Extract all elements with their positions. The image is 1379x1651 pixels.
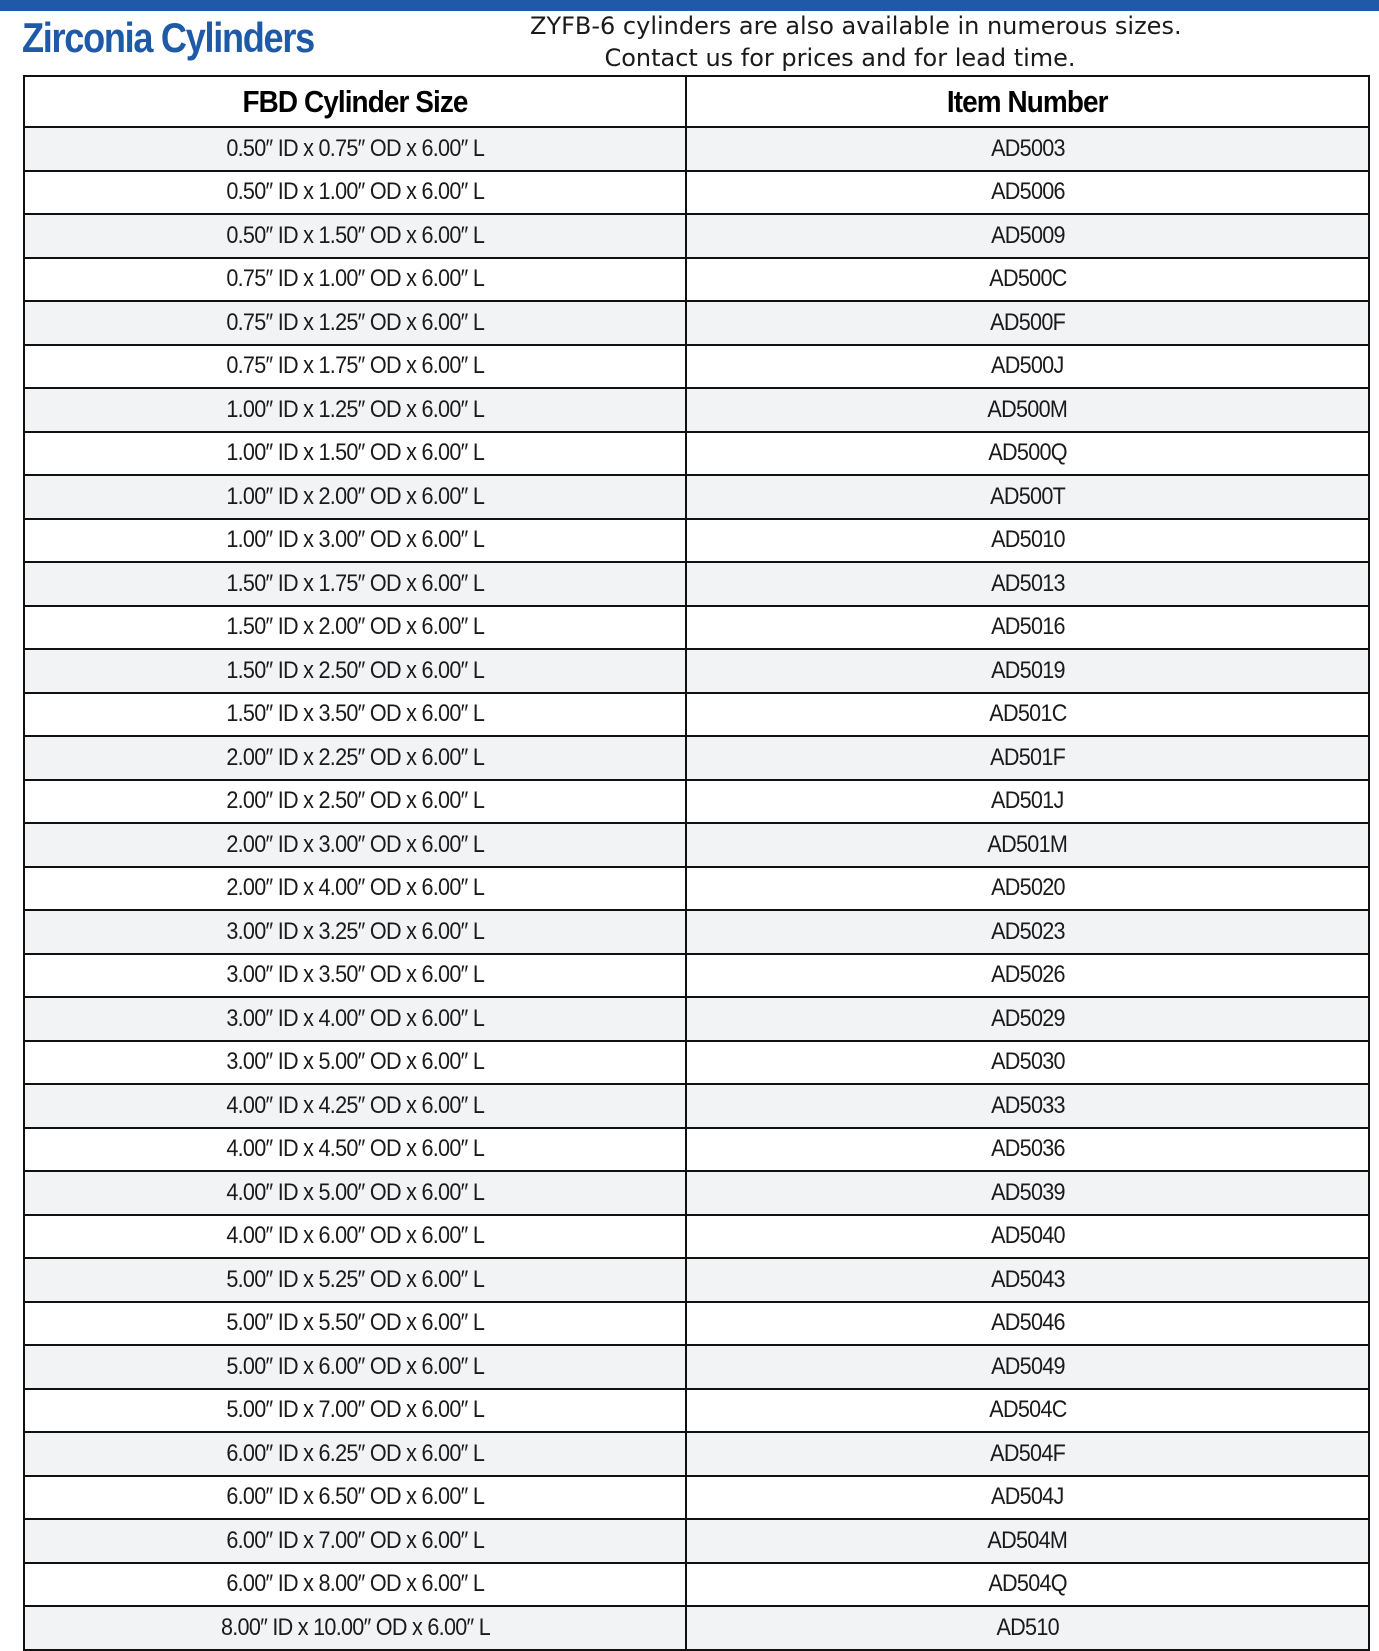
item-number-text: AD501C [988,700,1067,728]
table-row [24,1302,1369,1346]
cylinder-size-text: 4.00″ ID x 6.00″ OD x 6.00″ L [226,1222,484,1250]
table-row [24,1084,1369,1128]
item-number-text: AD5003 [990,134,1065,162]
cylinder-size-text: 1.50″ ID x 2.00″ OD x 6.00″ L [226,613,484,641]
item-number-cell [686,1606,1369,1650]
table-row [24,258,1369,302]
item-number-cell [686,519,1369,563]
cylinder-size-cell [24,1345,686,1389]
cylinder-size-cell [24,910,686,954]
item-number-text: AD501F [990,743,1065,771]
item-number-text: AD5033 [990,1091,1065,1119]
cylinder-size-cell [24,388,686,432]
column-header-size-label: FBD Cylinder Size [242,83,468,119]
cylinder-size-cell [24,171,686,215]
item-number-cell [686,1128,1369,1172]
table-row [24,1258,1369,1302]
item-number-cell [686,823,1369,867]
item-number-text: AD5019 [990,656,1065,684]
column-header-item-number-label: Item Number [947,83,1108,119]
cylinder-size-cell [24,1128,686,1172]
cylinder-size-text: 0.50″ ID x 0.75″ OD x 6.00″ L [226,134,484,162]
table-row [24,1563,1369,1607]
cylinder-size-text: 2.00″ ID x 3.00″ OD x 6.00″ L [226,830,484,858]
table-row [24,1476,1369,1520]
cylinder-size-text: 5.00″ ID x 5.50″ OD x 6.00″ L [226,1309,484,1337]
item-number-cell [686,1389,1369,1433]
table-row [24,171,1369,215]
table-row [24,606,1369,650]
cylinder-size-text: 1.00″ ID x 3.00″ OD x 6.00″ L [226,526,484,554]
item-number-cell [686,432,1369,476]
item-number-cell [686,1302,1369,1346]
table-row [24,388,1369,432]
item-number-text: AD510 [996,1613,1059,1641]
cylinder-size-text: 2.00″ ID x 2.50″ OD x 6.00″ L [226,787,484,815]
cylinder-size-cell [24,345,686,389]
item-number-cell [686,562,1369,606]
table-row [24,345,1369,389]
item-number-text: AD5013 [990,569,1065,597]
item-number-text: AD500J [991,352,1064,380]
cylinder-size-cell [24,1432,686,1476]
item-number-cell [686,475,1369,519]
item-number-text: AD5016 [990,613,1065,641]
cylinder-size-text: 8.00″ ID x 10.00″ OD x 6.00″ L [220,1613,490,1641]
table-row [24,954,1369,998]
item-number-text: AD500Q [988,439,1067,467]
cylinder-size-text: 1.50″ ID x 3.50″ OD x 6.00″ L [226,700,484,728]
table-row [24,693,1369,737]
cylinder-size-text: 3.00″ ID x 3.50″ OD x 6.00″ L [226,961,484,989]
item-number-cell [686,693,1369,737]
cylinder-size-text: 2.00″ ID x 4.00″ OD x 6.00″ L [226,874,484,902]
cylinder-size-text: 1.00″ ID x 2.00″ OD x 6.00″ L [226,482,484,510]
item-number-cell [686,1084,1369,1128]
cylinder-size-text: 1.50″ ID x 1.75″ OD x 6.00″ L [226,569,484,597]
cylinder-size-text: 5.00″ ID x 5.25″ OD x 6.00″ L [226,1265,484,1293]
item-number-text: AD504F [990,1439,1065,1467]
cylinder-size-cell [24,1563,686,1607]
cylinder-size-cell [24,301,686,345]
cylinder-size-cell [24,780,686,824]
table-row [24,867,1369,911]
cylinder-size-text: 5.00″ ID x 6.00″ OD x 6.00″ L [226,1352,484,1380]
item-number-cell [686,258,1369,302]
item-number-text: AD504C [988,1396,1067,1424]
item-number-cell [686,1258,1369,1302]
item-number-text: AD5010 [990,526,1065,554]
cylinder-size-cell [24,1606,686,1650]
cylinder-size-cell [24,606,686,650]
cylinder-size-cell [24,475,686,519]
cylinder-size-text: 0.75″ ID x 1.25″ OD x 6.00″ L [226,308,484,336]
cylinder-size-text: 6.00″ ID x 8.00″ OD x 6.00″ L [226,1570,484,1598]
item-number-cell [686,867,1369,911]
cylinder-size-cell [24,562,686,606]
cylinder-size-text: 2.00″ ID x 2.25″ OD x 6.00″ L [226,743,484,771]
item-number-cell [686,1171,1369,1215]
item-number-cell [686,127,1369,171]
cylinder-size-text: 4.00″ ID x 4.50″ OD x 6.00″ L [226,1135,484,1163]
cylinder-size-text: 1.50″ ID x 2.50″ OD x 6.00″ L [226,656,484,684]
item-number-text: AD5029 [990,1004,1065,1032]
item-number-cell [686,649,1369,693]
table-row [24,475,1369,519]
cylinder-size-cell [24,258,686,302]
table-row [24,1519,1369,1563]
table-row [24,736,1369,780]
cylinder-size-cell [24,1041,686,1085]
cylinder-size-text: 0.50″ ID x 1.00″ OD x 6.00″ L [226,178,484,206]
table-row [24,1171,1369,1215]
cylinder-size-cell [24,823,686,867]
cylinder-size-cell [24,214,686,258]
item-number-cell [686,606,1369,650]
availability-note-line-2: Contact us for prices and for lead time. [604,44,1076,72]
cylinder-size-text: 3.00″ ID x 5.00″ OD x 6.00″ L [226,1048,484,1076]
item-number-cell [686,910,1369,954]
column-header-item-number [686,76,1369,127]
item-number-cell [686,1215,1369,1259]
item-number-text: AD5039 [990,1178,1065,1206]
cylinder-size-cell [24,867,686,911]
item-number-cell [686,1519,1369,1563]
cylinder-size-text: 0.50″ ID x 1.50″ OD x 6.00″ L [226,221,484,249]
item-number-text: AD5023 [990,917,1065,945]
item-number-text: AD504M [987,1526,1068,1554]
item-number-text: AD500T [990,482,1065,510]
cylinder-size-cell [24,693,686,737]
table-header-row [24,76,1369,127]
item-number-text: AD500C [988,265,1067,293]
item-number-text: AD500M [987,395,1068,423]
table-body [24,127,1369,1650]
item-number-text: AD5026 [990,961,1065,989]
cylinder-size-text: 4.00″ ID x 4.25″ OD x 6.00″ L [226,1091,484,1119]
cylinder-size-cell [24,1519,686,1563]
table-row [24,649,1369,693]
availability-note [530,10,1182,74]
item-number-text: AD5030 [990,1048,1065,1076]
item-number-text: AD501M [987,830,1068,858]
item-number-cell [686,954,1369,998]
item-number-cell [686,780,1369,824]
cylinder-size-text: 6.00″ ID x 6.50″ OD x 6.00″ L [226,1483,484,1511]
cylinder-size-table [23,75,1370,1651]
table-row [24,1215,1369,1259]
item-number-cell [686,1432,1369,1476]
cylinder-size-cell [24,1215,686,1259]
item-number-text: AD504Q [988,1570,1067,1598]
table-row [24,301,1369,345]
item-number-cell [686,388,1369,432]
item-number-text: AD5036 [990,1135,1065,1163]
item-number-text: AD504J [991,1483,1064,1511]
item-number-text: AD500F [990,308,1065,336]
table-row [24,127,1369,171]
item-number-text: AD5049 [990,1352,1065,1380]
cylinder-size-cell [24,997,686,1041]
item-number-cell [686,736,1369,780]
table-row [24,214,1369,258]
cylinder-size-text: 5.00″ ID x 7.00″ OD x 6.00″ L [226,1396,484,1424]
cylinder-size-cell [24,736,686,780]
item-number-cell [686,1041,1369,1085]
table-row [24,1345,1369,1389]
availability-note-line-1: ZYFB-6 cylinders are also available in numerous sizes. [530,12,1182,40]
cylinder-size-text: 0.75″ ID x 1.00″ OD x 6.00″ L [226,265,484,293]
cylinder-size-text: 6.00″ ID x 7.00″ OD x 6.00″ L [226,1526,484,1554]
item-number-cell [686,345,1369,389]
item-number-cell [686,1345,1369,1389]
cylinder-size-cell [24,954,686,998]
cylinder-size-cell [24,1476,686,1520]
column-header-size [24,76,686,127]
item-number-text: AD5020 [990,874,1065,902]
table-row [24,1389,1369,1433]
cylinder-size-text: 1.00″ ID x 1.25″ OD x 6.00″ L [226,395,484,423]
table-header [24,76,1369,127]
cylinder-size-text: 4.00″ ID x 5.00″ OD x 6.00″ L [226,1178,484,1206]
table-row [24,519,1369,563]
table-row [24,1041,1369,1085]
item-number-text: AD5009 [990,221,1065,249]
cylinder-size-text: 3.00″ ID x 3.25″ OD x 6.00″ L [226,917,484,945]
item-number-cell [686,1563,1369,1607]
item-number-text: AD5046 [990,1309,1065,1337]
cylinder-size-cell [24,649,686,693]
table-row [24,997,1369,1041]
table-row [24,562,1369,606]
cylinder-size-cell [24,127,686,171]
item-number-cell [686,1476,1369,1520]
cylinder-size-text: 3.00″ ID x 4.00″ OD x 6.00″ L [226,1004,484,1032]
table-row [24,1606,1369,1650]
table-row [24,910,1369,954]
cylinder-size-cell [24,1389,686,1433]
cylinder-size-cell [24,1171,686,1215]
cylinder-size-text: 1.00″ ID x 1.50″ OD x 6.00″ L [226,439,484,467]
item-number-text: AD5040 [990,1222,1065,1250]
cylinder-size-cell [24,1258,686,1302]
table-row [24,823,1369,867]
table-row [24,432,1369,476]
cylinder-size-cell [24,519,686,563]
item-number-text: AD5043 [990,1265,1065,1293]
page-title: Zirconia Cylinders [22,14,314,61]
cylinder-size-cell [24,1084,686,1128]
item-number-cell [686,301,1369,345]
table-row [24,780,1369,824]
cylinder-size-text: 6.00″ ID x 6.25″ OD x 6.00″ L [226,1439,484,1467]
table-row [24,1128,1369,1172]
cylinder-size-cell [24,432,686,476]
item-number-text: AD5006 [990,178,1065,206]
cylinder-size-text: 0.75″ ID x 1.75″ OD x 6.00″ L [226,352,484,380]
item-number-cell [686,997,1369,1041]
item-number-cell [686,171,1369,215]
table-row [24,1432,1369,1476]
item-number-text: AD501J [991,787,1064,815]
item-number-cell [686,214,1369,258]
cylinder-size-cell [24,1302,686,1346]
